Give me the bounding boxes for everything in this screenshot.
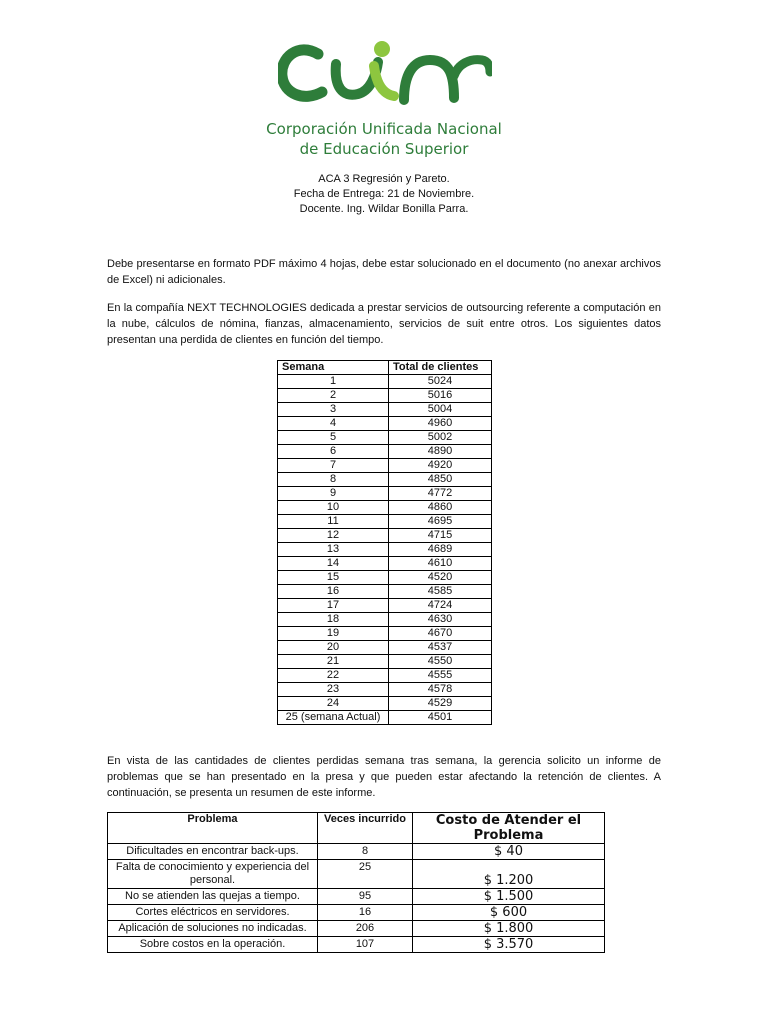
table-row: [108, 860, 605, 889]
clients-cell: 4501: [389, 711, 492, 725]
clients-cell: 4520: [389, 571, 492, 585]
clients-cell: 4724: [389, 599, 492, 613]
problem-cell: Cortes eléctricos en servidores.: [108, 905, 318, 921]
week-cell: 15: [278, 571, 389, 585]
problem-cell: Sobre costos en la operación.: [108, 937, 318, 953]
week-cell: 22: [278, 669, 389, 683]
week-cell: 3: [278, 403, 389, 417]
clients-cell: 4715: [389, 529, 492, 543]
count-cell: 16: [318, 905, 413, 921]
week-cell: 23: [278, 683, 389, 697]
cost-cell: $ 600: [413, 905, 605, 921]
table-row: [278, 501, 492, 515]
table-row: [278, 403, 492, 417]
table-row: [108, 937, 605, 953]
clients-cell: 4890: [389, 445, 492, 459]
weeks-table: [277, 360, 492, 725]
table-row: [278, 487, 492, 501]
table-row: [278, 613, 492, 627]
table-row: [278, 585, 492, 599]
count-cell: 8: [318, 844, 413, 860]
header-problema: Problema: [108, 813, 318, 844]
header-semana: Semana: [278, 361, 389, 375]
table-row: [278, 459, 492, 473]
clients-cell: 5024: [389, 375, 492, 389]
week-cell: 2: [278, 389, 389, 403]
count-cell: 25: [318, 860, 413, 889]
count-cell: 206: [318, 921, 413, 937]
header-veces: Veces incurrido: [318, 813, 413, 844]
count-cell: 95: [318, 889, 413, 905]
clients-cell: 5002: [389, 431, 492, 445]
week-cell: 4: [278, 417, 389, 431]
week-cell: 5: [278, 431, 389, 445]
week-cell: 19: [278, 627, 389, 641]
table-row: [108, 905, 605, 921]
table-row: [278, 431, 492, 445]
week-cell: 20: [278, 641, 389, 655]
clients-cell: 4960: [389, 417, 492, 431]
problems-table: [107, 812, 605, 953]
table-row: [278, 445, 492, 459]
clients-cell: 4555: [389, 669, 492, 683]
problems-header-row: [108, 813, 605, 844]
table-row: [278, 389, 492, 403]
paragraph-instructions: Debe presentarse en formato PDF máximo 4 hojas, debe estar solucionado en el documento (no anexar archivos de Excel) ni adicionales.: [107, 258, 661, 286]
cun-logo: [278, 36, 492, 108]
paragraph-report: En vista de las cantidades de clientes perdidas semana tras semana, la gerencia solicito un informe de problemas que se han presentado en la presa y que pueden estar afectando la retención de clientes. A continuación, se presenta un resumen de este informe.: [107, 755, 661, 799]
clients-cell: 4550: [389, 655, 492, 669]
cost-cell: $ 3.570: [413, 937, 605, 953]
clients-cell: 4670: [389, 627, 492, 641]
org-name-line2: de Educación Superior: [299, 140, 469, 158]
cost-cell: $ 1.500: [413, 889, 605, 905]
table-row: [108, 889, 605, 905]
clients-cell: 5004: [389, 403, 492, 417]
clients-cell: 4537: [389, 641, 492, 655]
clients-cell: 4772: [389, 487, 492, 501]
table-row: [278, 543, 492, 557]
weeks-header-row: [278, 361, 492, 375]
clients-cell: 4850: [389, 473, 492, 487]
problem-cell: Dificultades en encontrar back-ups.: [108, 844, 318, 860]
table-row: [108, 921, 605, 937]
week-cell: 10: [278, 501, 389, 515]
table-row: [278, 375, 492, 389]
table-row: [278, 697, 492, 711]
clients-cell: 4630: [389, 613, 492, 627]
clients-cell: 4585: [389, 585, 492, 599]
paragraph-company: En la compañía NEXT TECHNOLOGIES dedicada a prestar servicios de outsourcing referente a computación en la nube, cálculos de nómina, fianzas, almacenamiento, servicios de suit entre otros. Los siguientes datos presentan una perdida de clientes en función del tiempo.: [107, 302, 661, 346]
teacher-name: Docente. Ing. Wildar Bonilla Parra.: [299, 203, 469, 215]
table-row: [278, 669, 492, 683]
week-cell: 24: [278, 697, 389, 711]
assignment-title: ACA 3 Regresión y Pareto.: [318, 173, 450, 185]
due-date: Fecha de Entrega: 21 de Noviembre.: [293, 188, 475, 200]
table-row: [278, 655, 492, 669]
week-cell: 11: [278, 515, 389, 529]
header-total-clientes: Total de clientes: [389, 361, 492, 375]
week-cell: 16: [278, 585, 389, 599]
table-row: [278, 473, 492, 487]
table-row: [278, 599, 492, 613]
table-row: [278, 417, 492, 431]
week-cell: 18: [278, 613, 389, 627]
table-row: [278, 627, 492, 641]
clients-cell: 4695: [389, 515, 492, 529]
week-cell: 6: [278, 445, 389, 459]
week-cell: 17: [278, 599, 389, 613]
table-row: [278, 571, 492, 585]
clients-cell: 4578: [389, 683, 492, 697]
table-row: [278, 683, 492, 697]
clients-cell: 4529: [389, 697, 492, 711]
clients-cell: 4860: [389, 501, 492, 515]
problem-cell: Aplicación de soluciones no indicadas.: [108, 921, 318, 937]
week-cell: 7: [278, 459, 389, 473]
clients-cell: 4610: [389, 557, 492, 571]
org-name-line1: Corporación Unificada Nacional: [266, 120, 502, 138]
clients-cell: 4920: [389, 459, 492, 473]
clients-cell: 4689: [389, 543, 492, 557]
table-row: [278, 711, 492, 725]
week-cell: 9: [278, 487, 389, 501]
table-row: [278, 641, 492, 655]
header-costo: Costo de Atender el Problema: [413, 813, 605, 844]
cost-cell: $ 40: [413, 844, 605, 860]
week-cell: 1: [278, 375, 389, 389]
cost-cell: $ 1.800: [413, 921, 605, 937]
table-row: [278, 529, 492, 543]
count-cell: 107: [318, 937, 413, 953]
cost-cell: $ 1.200: [413, 860, 605, 889]
week-cell: 8: [278, 473, 389, 487]
table-row: [278, 557, 492, 571]
week-cell: 13: [278, 543, 389, 557]
table-row: [108, 844, 605, 860]
assignment-header: [0, 172, 768, 217]
week-cell: 25 (semana Actual): [278, 711, 389, 725]
clients-cell: 5016: [389, 389, 492, 403]
problem-cell: Falta de conocimiento y experiencia del personal.: [108, 860, 318, 889]
problem-cell: No se atienden las quejas a tiempo.: [108, 889, 318, 905]
week-cell: 21: [278, 655, 389, 669]
week-cell: 14: [278, 557, 389, 571]
week-cell: 12: [278, 529, 389, 543]
table-row: [278, 515, 492, 529]
